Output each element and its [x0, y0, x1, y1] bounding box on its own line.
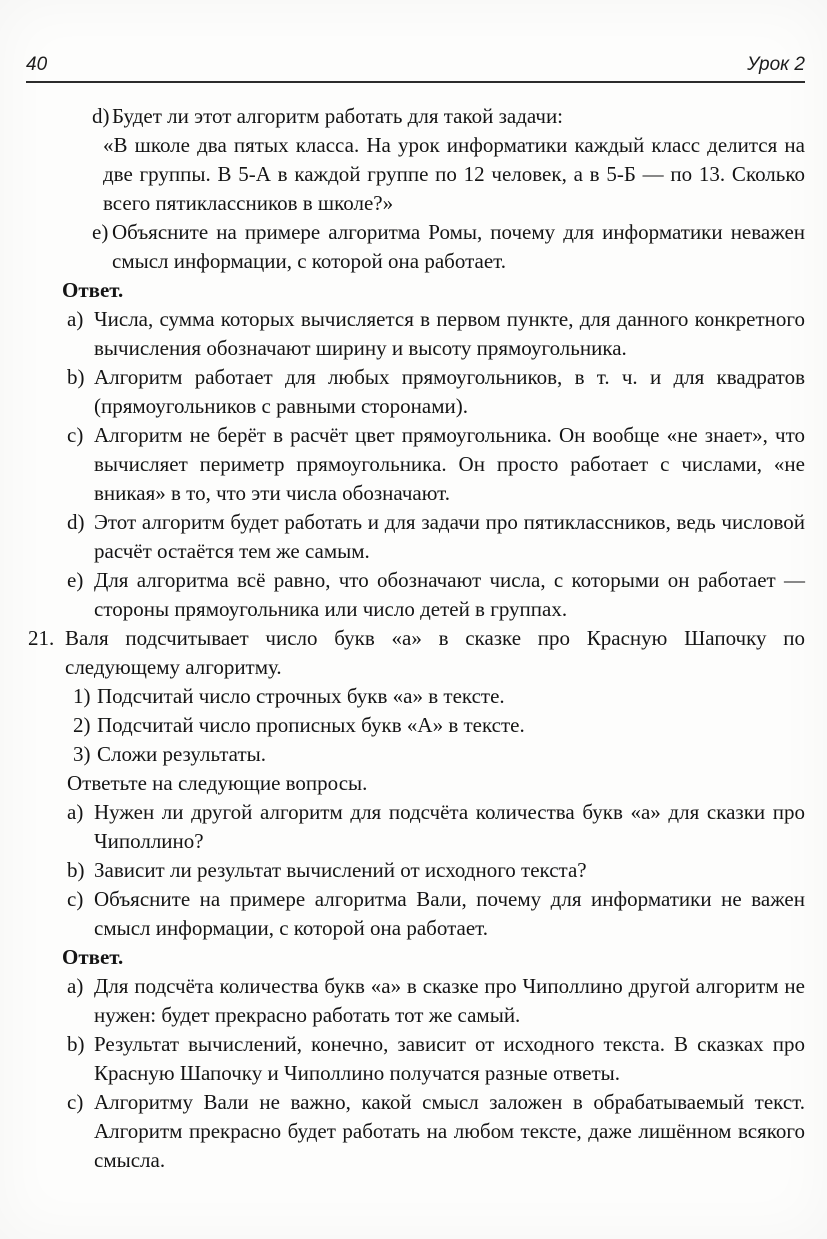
item-label: a)	[67, 800, 84, 824]
step-text: Подсчитай число строчных букв «а» в тексте.	[97, 684, 505, 708]
item-label: c)	[67, 1090, 84, 1114]
item-text: Зависит ли результат вычислений от исходного текста?	[94, 858, 587, 882]
item-label: b)	[67, 858, 85, 882]
item-text: Будет ли этот алгоритм работать для такой задачи:	[112, 104, 564, 128]
answer-item-a	[67, 305, 805, 363]
task-number: 21.	[28, 626, 55, 650]
step-text: Сложи результаты.	[97, 742, 266, 766]
task21-answer-b	[67, 1030, 805, 1088]
answer-heading: Ответ.	[62, 945, 124, 969]
answer-item-e	[67, 566, 805, 624]
item-label: e)	[92, 220, 109, 244]
item-text: Нужен ли другой алгоритм для подсчёта количества букв «а» для сказки про Чиполлино?	[94, 800, 805, 853]
question-item-a	[67, 798, 805, 856]
item-text: Этот алгоритм будет работать и для задачи про пятиклассников, ведь числовой расчёт остаётся тем же самым.	[94, 510, 805, 563]
step-3	[73, 740, 805, 769]
answer-heading: Ответ.	[62, 278, 124, 302]
subitem-d	[92, 102, 805, 131]
item-text: Объясните на примере алгоритма Ромы, почему для информатики неважен смысл информации, с которой она работает.	[112, 220, 805, 273]
item-text: Числа, сумма которых вычисляется в первом пункте, для данного конкретного вычисления обозначают ширину и высоту прямоугольника.	[94, 307, 805, 360]
step-2	[73, 711, 805, 740]
answer-item-c	[67, 421, 805, 508]
item-label: d)	[67, 510, 85, 534]
item-text: Алгоритм работает для любых прямоугольников, в т. ч. и для квадратов (прямоугольников с равными сторонами).	[94, 365, 805, 418]
item-text: Алгоритму Вали не важно, какой смысл заложен в обрабатываемый текст. Алгоритм прекрасно будет работать на любом тексте, даже лишённом всякого смысла.	[94, 1090, 805, 1172]
task-quote: «В школе два пятых класса. На урок информатики каждый класс делится на две группы. В 5-А в каждой группе по 12 человек, а в 5-Б — по 13. Сколько всего пятиклассников в школе?»	[103, 133, 805, 215]
task-intro: Валя подсчитывает число букв «а» в сказке про Красную Шапочку по следующему алгоритму.	[65, 626, 805, 679]
item-label: b)	[67, 1032, 85, 1056]
step-1	[73, 682, 805, 711]
question-item-b	[67, 856, 805, 885]
step-label: 1)	[73, 684, 91, 708]
item-label: e)	[67, 568, 84, 592]
item-text: Для алгоритма всё равно, что обозначают числа, с которыми он работает — стороны прямоугольника или число детей в группах.	[94, 568, 805, 621]
item-label: b)	[67, 365, 85, 389]
questions-prompt: Ответьте на следующие вопросы.	[67, 771, 368, 795]
item-text: Для подсчёта количества букв «а» в сказке про Чиполлино другой алгоритм не нужен: будет прекрасно работать тот же самый.	[94, 974, 805, 1027]
task21-answer-c	[67, 1088, 805, 1175]
task21-answer-a	[67, 972, 805, 1030]
item-label: c)	[67, 887, 84, 911]
page-content	[0, 102, 827, 1175]
item-text: Алгоритм не берёт в расчёт цвет прямоугольника. Он вообще «не знает», что вычисляет периметр прямоугольника. Он просто работает с числами, «не вникая» в то, что эти числа обозначают.	[94, 423, 805, 505]
item-label: a)	[67, 307, 84, 331]
task-21	[28, 624, 805, 682]
step-text: Подсчитай число прописных букв «А» в тексте.	[97, 713, 525, 737]
item-text: Результат вычислений, конечно, зависит от исходного текста. В сказках про Красную Шапочку и Чиполлино получатся разные ответы.	[94, 1032, 805, 1085]
item-label: a)	[67, 974, 84, 998]
step-label: 3)	[73, 742, 91, 766]
step-label: 2)	[73, 713, 91, 737]
page-header	[26, 54, 805, 83]
item-label: c)	[67, 423, 84, 447]
item-text: Объясните на примере алгоритма Вали, почему для информатики не важен смысл информации, с которой она работает.	[94, 887, 805, 940]
answer-item-d	[67, 508, 805, 566]
question-item-c	[67, 885, 805, 943]
answer-item-b	[67, 363, 805, 421]
subitem-e	[92, 218, 805, 276]
lesson-label: Урок 2	[747, 54, 805, 75]
page-number: 40	[26, 54, 48, 75]
item-label: d)	[92, 104, 110, 128]
